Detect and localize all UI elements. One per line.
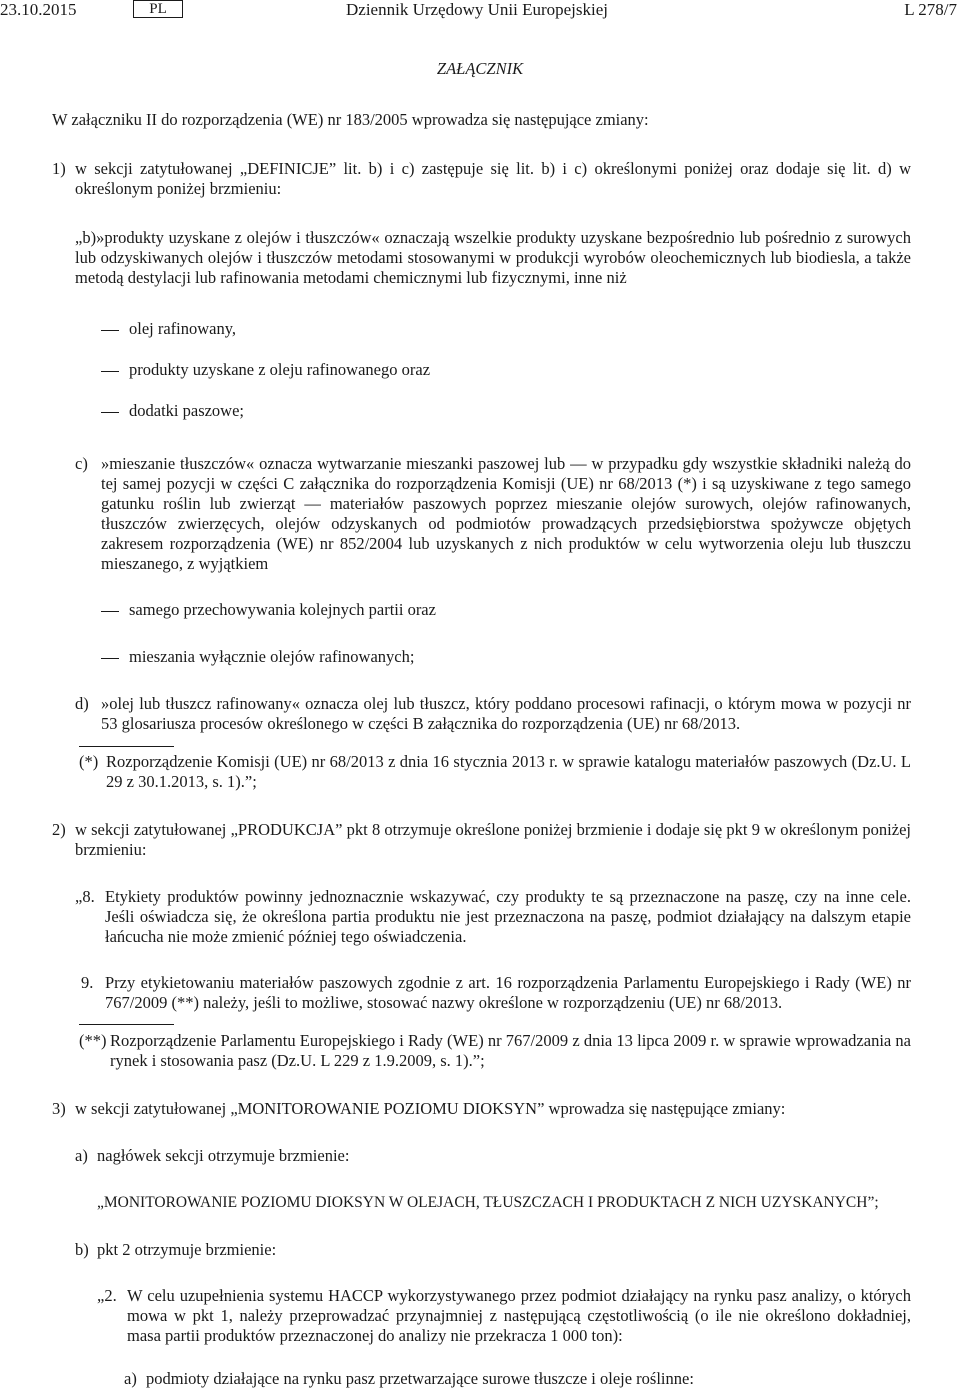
point-3-text: w sekcji zatytułowanej „MONITOROWANIE POZIOMU DIOKSYN” wprowadza się następujące zmiany: — [75, 1099, 786, 1118]
definition-d-text: »olej lub tłuszcz rafinowany« oznacza olej lub tłuszcz, który poddano procesowi rafinacji, o którym mowa w pozycji nr 53 glosariusza procesów określonego w części B załącznika do rozporządzenia (UE) nr 68/2013. — [101, 694, 911, 733]
annex-title: ZAŁĄCZNIK — [436, 59, 524, 78]
footnote-2-mark: (**) — [79, 1031, 107, 1050]
footnote-separator — [79, 746, 174, 747]
intro-paragraph: W załączniku II do rozporządzenia (WE) nr 183/2005 wprowadza się następujące zmiany: — [52, 110, 649, 129]
point-1-number: 1) — [52, 159, 66, 178]
dash-marker — [101, 611, 119, 612]
definition-c-text: »mieszanie tłuszczów« oznacza wytwarzanie mieszanki paszowej lub — w przypadku gdy wszystkie składniki należą do tej samej pozycji w części C załącznika do rozporządzenia Komisji (UE) nr 68/2013 (*) i są uzyskiwane z tego samego gatunku roślin lub zwierząt — materiałów paszowych poprzez mieszanie olejów surowych, olejów rafinowanych, tłuszczów zwierzęcych, olejów odzyskanych od podmiotów prowadzących przedsiębiorstwa spożywcze objętych zakresem rozporządzenia (WE) nr 852/2004 lub uzyskanych z nich produktów w celu wytworzenia oleju lub tłuszczu mieszanego, z wyjątkiem — [101, 454, 911, 573]
point-2-text: w sekcji zatytułowanej „PRODUKCJA” pkt 8 otrzymuje określone poniżej brzmienie i dodaje się pkt 9 w określonym poniżej brzmieniu: — [75, 820, 911, 859]
definition-c-item-2: mieszania wyłącznie olejów rafinowanych; — [129, 647, 415, 666]
point-3-number: 3) — [52, 1099, 66, 1118]
page-number: L 278/7 — [904, 0, 957, 19]
dash-marker — [101, 412, 119, 413]
definition-c-number: c) — [75, 454, 88, 473]
item-2-number: „2. — [97, 1286, 117, 1305]
point-1-text: w sekcji zatytułowanej „DEFINICJE” lit. b) i c) zastępuje się lit. b) i c) określonymi poniżej oraz dodaje się lit. d) w określonym poniżej brzmieniu: — [75, 159, 911, 198]
sub-item-a-text: podmioty działające na rynku pasz przetwarzające surowe tłuszcze i oleje roślinne: — [146, 1369, 694, 1388]
point-2-number: 2) — [52, 820, 66, 839]
item-8-number: „8. — [75, 887, 95, 906]
dash-marker — [101, 330, 119, 331]
sub-b-number: b) — [75, 1240, 89, 1259]
dash-marker — [101, 658, 119, 659]
footnote-1-text: Rozporządzenie Komisji (UE) nr 68/2013 z dnia 16 stycznia 2013 r. w sprawie katalogu materiałów paszowych (Dz.U. L 29 z 30.1.2013, s. 1).”; — [106, 752, 911, 791]
language-badge: PL — [133, 0, 183, 18]
footnote-separator — [79, 1024, 174, 1025]
definition-c-item-1: samego przechowywania kolejnych partii oraz — [129, 600, 436, 619]
footnote-2-text: Rozporządzenie Parlamentu Europejskiego i Rady (WE) nr 767/2009 z dnia 13 lipca 2009 r. w sprawie wprowadzania na rynek i stosowania pasz (Dz.U. L 229 z 1.9.2009, s. 1).”; — [110, 1031, 911, 1070]
section-heading-quote: „MONITOROWANIE POZIOMU DIOKSYN W OLEJACH, TŁUSZCZACH I PRODUKTACH Z NICH UZYSKANYCH”; — [97, 1194, 879, 1211]
definition-b-item-3: dodatki paszowe; — [129, 401, 245, 420]
item-8-text: Etykiety produktów powinny jednoznacznie wskazywać, czy produkty te są przeznaczone na paszę, czy na inne cele. Jeśli oświadcza się, że określona partia produktu nie jest przeznaczona na paszę, podmiot działający na dalszym etapie łańcucha nie może zmienić później tego oświadczenia. — [105, 887, 911, 946]
definition-d-number: d) — [75, 694, 89, 713]
sub-item-a-number: a) — [124, 1369, 137, 1388]
definition-b-item-1: olej rafinowany, — [129, 319, 237, 338]
footnote-1-mark: (*) — [79, 752, 99, 771]
sub-a-number: a) — [75, 1146, 88, 1165]
journal-title: Dziennik Urzędowy Unii Europejskiej — [346, 0, 609, 19]
definition-b-item-2: produkty uzyskane z oleju rafinowanego oraz — [129, 360, 431, 379]
item-2-text: W celu uzupełnienia systemu HACCP wykorzystywanego przez podmiot działający na rynku pasz analizy, o których mowa w pkt 1, należy przeprowadzać przynajmniej z następującą częstotliwością (o ile nie określono dokładniej, masa partii produktów przeznaczonej do analizy nie przekracza 1 000 ton): — [127, 1286, 911, 1345]
definition-b-text: „b)»produkty uzyskane z olejów i tłuszczów« oznaczają wszelkie produkty uzyskane bezpośrednio lub pośrednio z surowych lub odzyskiwanych olejów i tłuszczów metodami stosowanymi w produkcji wyrobów oleochemicznych lub biodiesla, a także metodą destylacji lub rafinowania metodami chemicznymi lub fizycznymi, inne niż — [75, 228, 911, 287]
dash-marker — [101, 371, 119, 372]
item-9-number: 9. — [81, 973, 94, 992]
sub-a-text: nagłówek sekcji otrzymuje brzmienie: — [97, 1146, 350, 1165]
item-9-text: Przy etykietowaniu materiałów paszowych zgodnie z art. 16 rozporządzenia Parlamentu Europejskiego i Rady (WE) nr 767/2009 (**) należy, jeśli to możliwe, stosować nazwy określone w rozporządzeniu (UE) nr 68/2013. — [105, 973, 911, 1012]
publication-date: 23.10.2015 — [0, 0, 77, 19]
page-header — [0, 0, 960, 24]
sub-b-text: pkt 2 otrzymuje brzmienie: — [97, 1240, 277, 1259]
